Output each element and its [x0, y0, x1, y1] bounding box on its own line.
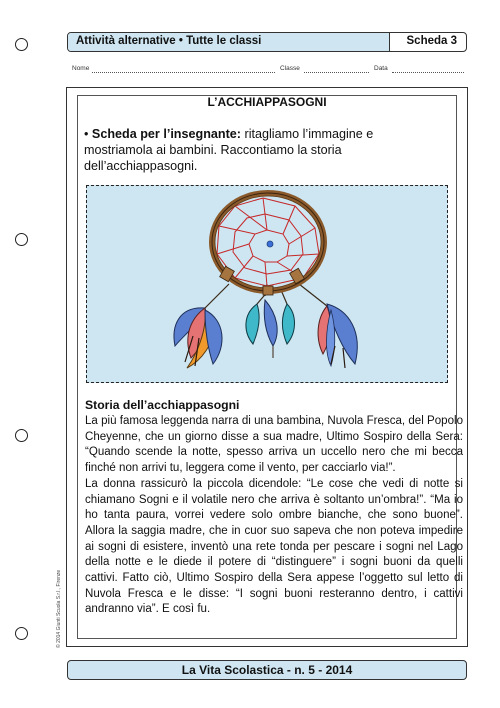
story-title: Storia dell’acchiappasogni	[85, 398, 240, 412]
teacher-note-label: Scheda per l’insegnante:	[91, 127, 241, 141]
name-field[interactable]	[92, 72, 275, 73]
date-label: Data	[374, 65, 388, 72]
header-subject-box	[68, 33, 390, 51]
student-fields	[72, 65, 464, 77]
story-paragraph-2: La donna rassicurò la piccola dicendole: “Le cose che vedi di notte si chiamano Sogni e il volatile nero che arriva è soltanto un’ombra!”. “Ma io ho tanta paura, vorrei vedere solo ombre bianche, che sono buone”. Allora la saggia madre, che in cuor suo sapeva che non poteva impedire ai sogni di esistere, inventò una rete tonda per pescare i sogni nel Lago della notte e le diede il potere di “distinguere” i sogni buoni da quelli cattivi. Fatto ciò, Ultimo Sospiro della Sera appese l’oggetto sul letto di Nuvola Fresca e le disse: “I sogni buoni resteranno dentro, i cattivi andranno via”. E così fu.	[85, 477, 463, 616]
footer-bar	[67, 660, 467, 680]
header-subject: Attività alternative • Tutte le classi	[76, 35, 262, 47]
header-bar	[67, 32, 467, 52]
binder-hole-icon	[15, 233, 28, 246]
copyright-note	[54, 530, 64, 650]
teacher-note	[84, 126, 414, 174]
binder-hole-icon	[15, 38, 28, 51]
copyright-text: © 2014 Giunti Scuola S.r.l., Firenze	[56, 569, 62, 648]
dreamcatcher-icon	[87, 186, 448, 383]
name-label: Nome	[72, 65, 90, 72]
binder-hole-icon	[15, 429, 28, 442]
footer-text: La Vita Scolastica - n. 5 - 2014	[181, 663, 353, 677]
sheet-number: Scheda 3	[406, 35, 457, 47]
teacher-note-text: ritagliamo l’immagine e mostriamola ai bambini. Raccontiamo la storia dell’acchiappasogni.	[84, 127, 374, 173]
story-paragraph-1: La più famosa leggenda narra di una bambina, Nuvola Fresca, del Popolo Cheyenne, che un giorno disse a sua madre, Ultimo Sospiro della Sera: “Quando scende la notte, spesso arriva un uccello nero che mi becca finché non arrivi tu, leggera come il vento, per cacciarlo via!”.	[85, 415, 463, 475]
class-label: Classe	[280, 65, 300, 72]
bullet: •	[84, 127, 89, 141]
dreamcatcher-image[interactable]	[86, 185, 448, 383]
class-field[interactable]	[304, 72, 369, 73]
binder-hole-icon	[15, 627, 28, 640]
story-body	[85, 414, 463, 618]
page-title: L’ACCHIAPPASOGNI	[207, 95, 327, 109]
date-field[interactable]	[392, 72, 464, 73]
